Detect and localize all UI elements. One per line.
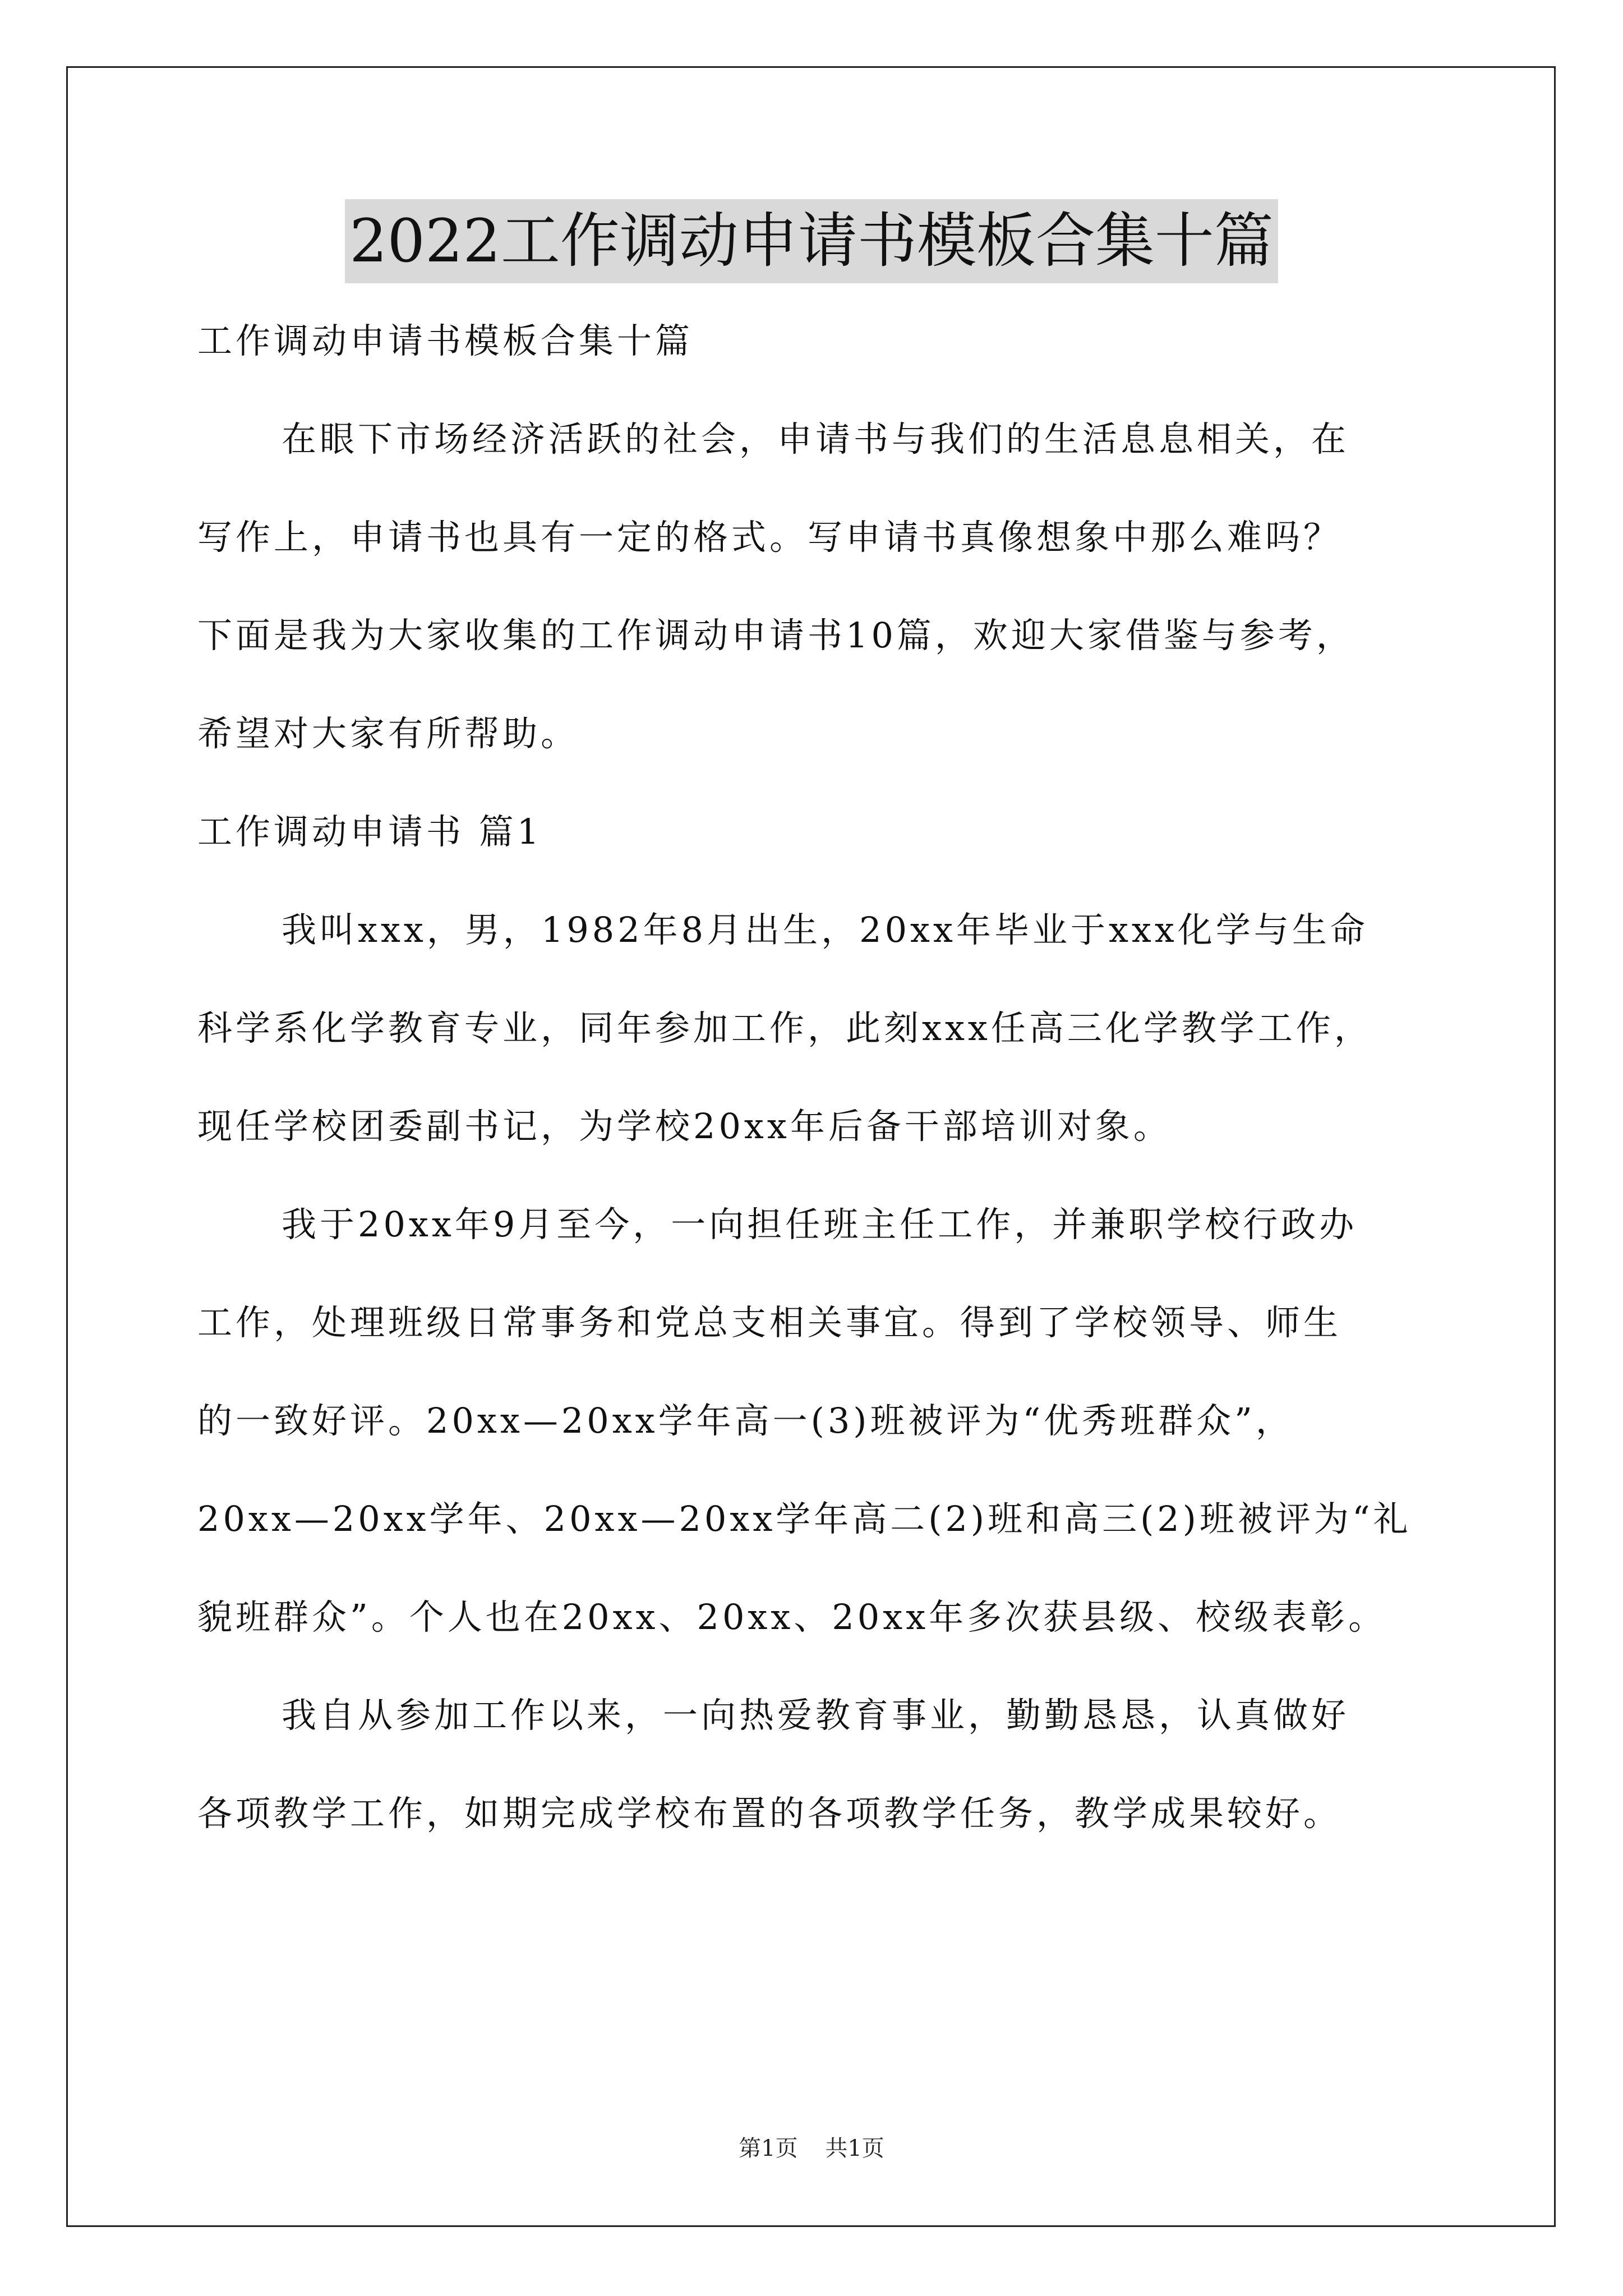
paragraph-line: 20xx—20xx学年、20xx—20xx学年高二(2)班和高三(2)班被评为“礼	[197, 1498, 1412, 1539]
paragraph-line: 我叫xxx，男，1982年8月出生，20xx年毕业于xxx化学与生命	[282, 909, 1368, 950]
section-heading: 工作调动申请书 篇1	[197, 811, 543, 852]
paragraph-line: 希望对大家有所帮助。	[197, 713, 579, 754]
title-wrapper	[0, 199, 1623, 283]
paragraph-line: 的一致好评。20xx—20xx学年高一(3)班被评为“优秀班群众”，	[197, 1400, 1294, 1441]
paragraph-line: 工作，处理班级日常事务和党总支相关事宜。得到了学校领导、师生	[197, 1302, 1342, 1343]
document-body	[197, 292, 1459, 1862]
subtitle-line: 工作调动申请书模板合集十篇	[197, 320, 694, 361]
page-number-current: 第1页	[739, 2136, 798, 2161]
page-number-total: 共1页	[825, 2136, 884, 2161]
paragraph-line: 貌班群众”。个人也在20xx、20xx、20xx年多次获县级、校级表彰。	[197, 1596, 1387, 1637]
document-title: 2022工作调动申请书模板合集十篇	[345, 199, 1278, 283]
paragraph-line: 我于20xx年9月至今，一向担任班主任工作，并兼职学校行政办	[282, 1204, 1358, 1245]
paragraph-line: 我自从参加工作以来，一向热爱教育事业，勤勤恳恳，认真做好	[282, 1695, 1350, 1736]
paragraph-line: 写作上，申请书也具有一定的格式。写申请书真像想象中那么难吗？	[197, 517, 1342, 558]
paragraph-line: 各项教学工作，如期完成学校布置的各项教学任务，教学成果较好。	[197, 1793, 1342, 1834]
paragraph-line: 下面是我为大家收集的工作调动申请书10篇，欢迎大家借鉴与参考，	[197, 615, 1354, 656]
page-footer	[0, 2132, 1623, 2165]
paragraph-line: 科学系化学教育专业，同年参加工作，此刻xxx任高三化学教学工作，	[197, 1007, 1372, 1048]
paragraph-line: 在眼下市场经济活跃的社会，申请书与我们的生活息息相关，在	[282, 418, 1350, 459]
paragraph-line: 现任学校团委副书记，为学校20xx年后备干部培训对象。	[197, 1106, 1172, 1147]
